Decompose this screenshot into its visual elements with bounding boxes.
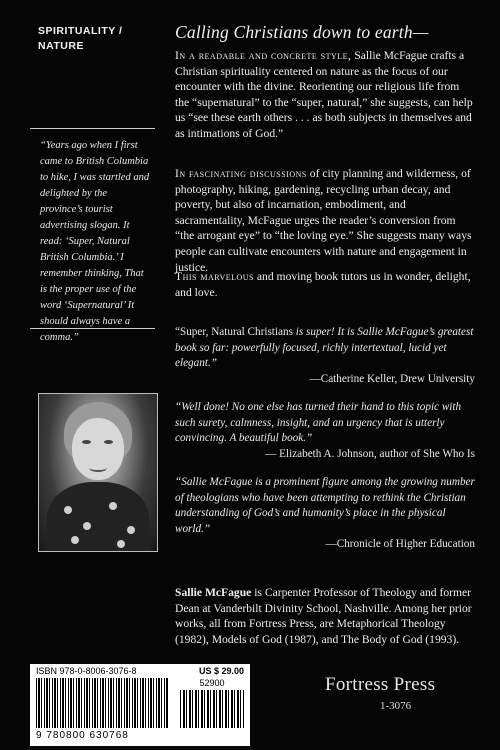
author-photo xyxy=(38,393,158,552)
divider-bottom xyxy=(30,328,155,329)
publisher-name: Fortress Press xyxy=(325,674,436,695)
review-quote-chronicle: “Sallie McFague is a prominent figure among the growing number of theologians who have been attempting to rethink the Christian understanding of God’s and humanity’s place in the physical world.” —Chronicle of Higher Education xyxy=(175,476,475,550)
headline: Calling Christians down to earth— xyxy=(175,22,429,42)
barcode: ISBN 978-0-8006-3076-8 US $ 29.00 52900 9 780800 630768 xyxy=(30,664,250,746)
side-quote: “Years ago when I first came to British Columbia to hike, I was startled and delighted by the province’s tourist advertising slogan. It read: ‘Super, Natural British Columbia.’ I remember thinking, That is the proper use of the word ‘Supernatural’ It should always have a comma.” xyxy=(40,140,150,343)
divider-top xyxy=(30,128,155,129)
author-bio: Sallie McFague is Carpenter Professor of Theology and former Dean at Vanderbilt Divinity School, Nashville. Among her prior works, all from Fortress Press, are Metaphorical Theology (1982), Models of God (1987), and The Body of God (1993). xyxy=(175,586,472,646)
category-label: SPIRITUALITY / NATURE xyxy=(38,25,123,52)
catalog-code: 1-3076 xyxy=(380,700,412,712)
description-paragraph-2: In fascinating discussions of city planning and wilderness, of photography, hiking, gardening, recycling urban decay, and poverty, but also of incarnation, embodiment, and sacramentality, McFague urges the reader’s conversion from “the arrogant eye” to “the loving eye.” She suggests many ways people can cultivate encounters with nature and engagement in justice. xyxy=(175,167,472,274)
description-paragraph-3: This marvelous and moving book tutors us in wonder, delight, and love. xyxy=(175,270,471,299)
review-quote-johnson: “Well done! No one else has turned their hand to this topic with such surety, calmness, insight, and an urgency that is utterly convincing. A beautiful book.” — Elizabeth A. Johnson, author of She Who Is xyxy=(175,401,475,460)
review-quote-keller: “Super, Natural Christians is super! It is Sallie McFague’s greatest book so far: powerfully focused, richly intertextual, lucid yet elegant.” —Catherine Keller, Drew University xyxy=(175,326,475,385)
description-paragraph-1: In a readable and concrete style, Sallie McFague crafts a Christian spirituality centered on nature as the focus of our encounter with the divine. Reorienting our religious life from the “supernatural” to the “super, natural,” she suggests, can help us “see these earth others . . . as both subjects in themselves and as intimations of God.” xyxy=(175,49,473,140)
